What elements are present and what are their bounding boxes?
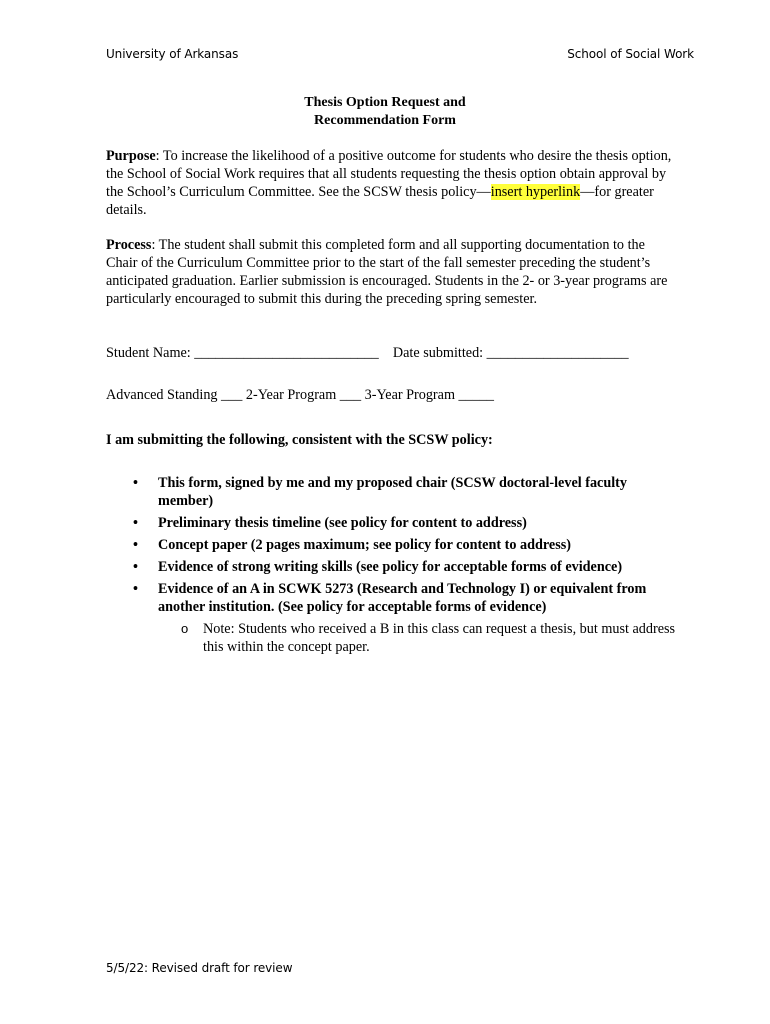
student-info-line: [106, 344, 676, 362]
student-name-field[interactable]: Student Name: __________________________: [106, 345, 379, 361]
header-school: School of Social Work: [567, 47, 694, 61]
list-item: [106, 580, 676, 656]
sub-list-note: o Note: Students who received a B in this class can request a thesis, but must address this within the concept paper.: [158, 620, 676, 656]
header-university: University of Arkansas: [106, 47, 239, 61]
process-label: Process: [106, 237, 152, 253]
list-item: • This form, signed by me and my proposed chair (SCSW doctoral-level faculty member): [106, 474, 676, 510]
process-text: : The student shall submit this completed form and all supporting documentation to the Chair of the Curriculum Committee prior to the start of the fall semester preceding the student’s anticipated graduation. Earlier submission is encouraged. Students in the 2- or 3-year programs are particularly encouraged to submit this during the preceding spring semester.: [106, 237, 668, 307]
form-title-line-2: Recommendation Form: [314, 113, 456, 128]
purpose-paragraph: [106, 147, 676, 219]
form-title: [0, 94, 770, 130]
program-standing-line[interactable]: Advanced Standing ___ 2-Year Program ___ 3-Year Program _____: [106, 387, 495, 403]
submission-checklist: [106, 474, 676, 660]
list-item: • Concept paper (2 pages maximum; see policy for content to address): [106, 536, 676, 554]
sub-list: [158, 620, 676, 656]
purpose-label: Purpose: [106, 148, 156, 164]
form-title-line-1: Thesis Option Request and: [304, 95, 466, 110]
list-item: • Preliminary thesis timeline (see policy for content to address): [106, 514, 676, 532]
purpose-text-end: —for greater details.: [106, 184, 654, 218]
date-submitted-field[interactable]: Date submitted: ____________________: [392, 345, 629, 361]
insert-hyperlink-placeholder[interactable]: insert hyperlink: [490, 184, 581, 200]
submission-heading: I am submitting the following, consistent with the SCSW policy:: [106, 432, 493, 448]
list-item: • Evidence of strong writing skills (see policy for acceptable forms of evidence): [106, 558, 676, 576]
list-item-text: Evidence of an A in SCWK 5273 (Research and Technology I) or equivalent from another institution. (See policy for acceptable forms of evidence): [158, 581, 647, 615]
process-paragraph: [106, 236, 676, 308]
footer-revision-note: 5/5/22: Revised draft for review: [106, 961, 293, 975]
purpose-text: : To increase the likelihood of a positive outcome for students who desire the thesis option, the School of Social Work requires that all students requesting the thesis option obtain approval by the School’s Curriculum Committee. See the SCSW thesis policy—: [106, 148, 672, 200]
